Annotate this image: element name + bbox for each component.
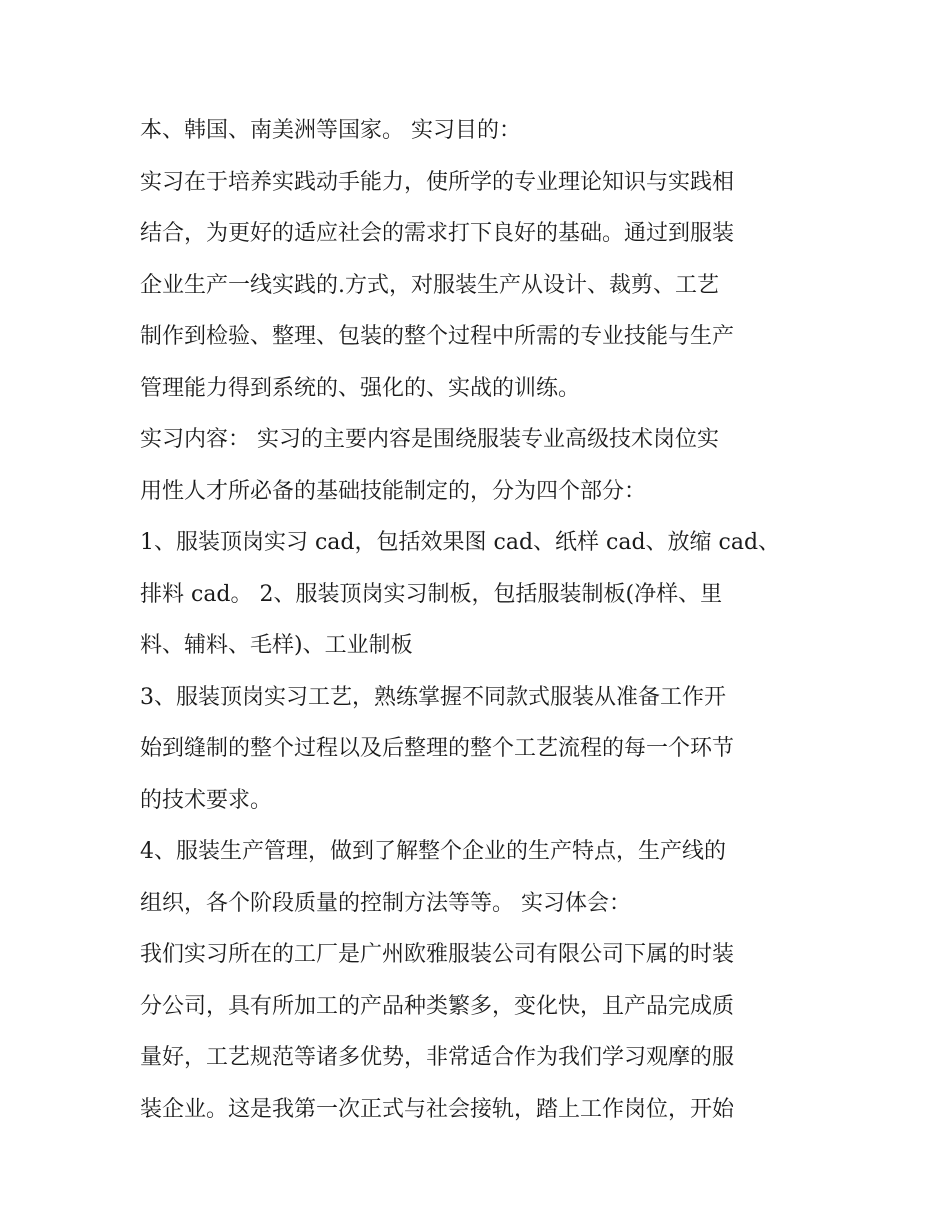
text-line: 1、服装顶岗实习 cad，包括效果图 cad、纸样 cad、放缩 cad、 <box>140 530 781 555</box>
text-line: 量好，工艺规范等诸多优势，非常适合作为我们学习观摩的服 <box>140 1045 735 1070</box>
text-line: 分公司，具有所加工的产品种类繁多，变化快，且产品完成质 <box>140 993 735 1019</box>
text-line: 装企业。这是我第一次正式与社会接轨，踏上工作岗位，开始 <box>140 1096 735 1122</box>
text-line: 4、服装生产管理，做到了解整个企业的生产特点，生产线的 <box>140 839 726 864</box>
text-line: 始到缝制的整个过程以及后整理的整个工艺流程的每一个环节 <box>140 736 735 761</box>
text-line: 排料 cad。 2、服装顶岗实习制板，包括服装制板(净样、里 <box>140 581 723 607</box>
text-line: 结合，为更好的适应社会的需求打下良好的基础。通过到服装 <box>140 221 735 246</box>
text-line: 实习在于培养实践动手能力，使所学的专业理论知识与实践相 <box>140 169 735 195</box>
text-line: 料、辅料、毛样)、工业制板 <box>140 633 413 658</box>
text-line: 制作到检验、整理、包装的整个过程中所需的专业技能与生产 <box>140 324 735 349</box>
text-line: 企业生产一线实践的.方式，对服装生产从设计、裁剪、工艺 <box>140 272 719 298</box>
text-line: 用性人才所必备的基础技能制定的，分为四个部分： <box>140 478 647 504</box>
text-line: 本、韩国、南美洲等国家。 实习目的： <box>140 118 521 143</box>
text-line: 组织，各个阶段质量的控制方法等等。 实习体会： <box>140 890 631 916</box>
text-line: 实习内容： 实习的主要内容是围绕服装专业高级技术岗位实 <box>140 427 719 452</box>
text-line: 的技术要求。 <box>140 787 273 813</box>
body-text <box>140 112 830 1142</box>
text-line: 3、服装顶岗实习工艺，熟练掌握不同款式服装从准备工作开 <box>140 684 726 710</box>
text-line: 管理能力得到系统的、强化的、实战的训练。 <box>140 375 581 401</box>
text-line: 我们实习所在的工厂是广州欧雅服装公司有限公司下属的时装 <box>140 942 735 967</box>
